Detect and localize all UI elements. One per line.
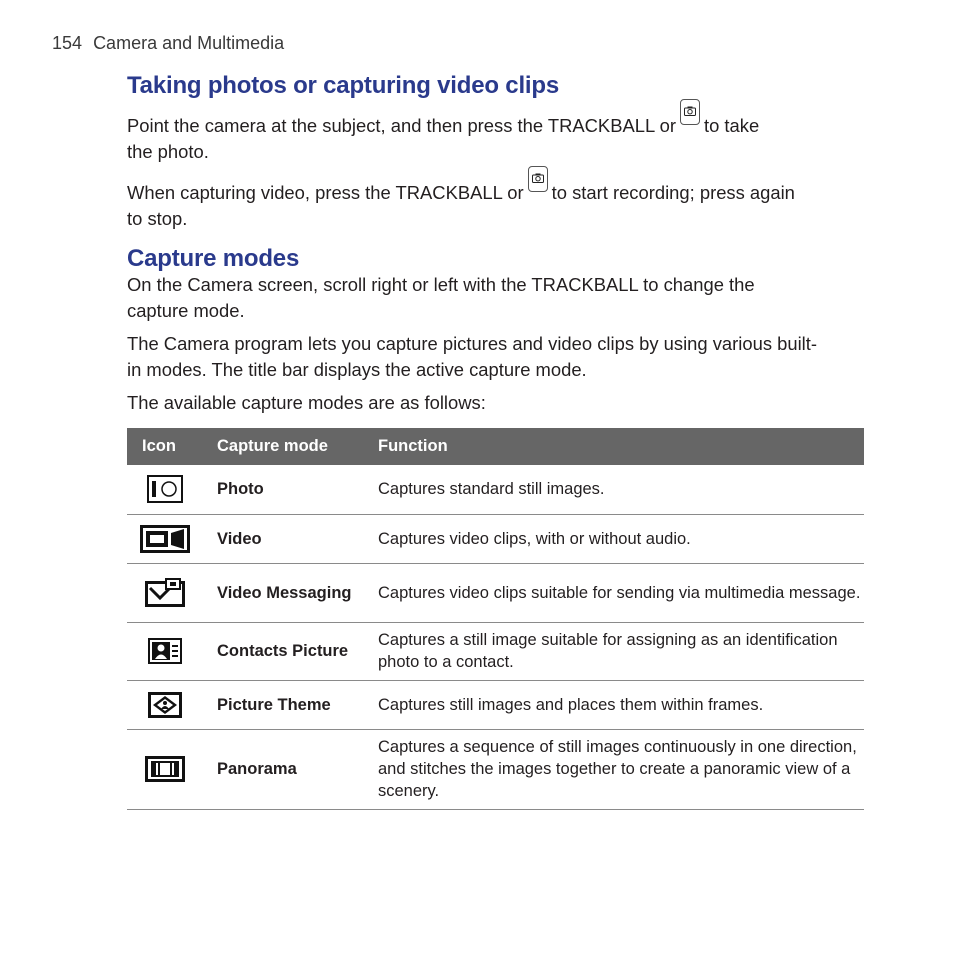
mode-name: Video Messaging — [202, 563, 363, 622]
page-number: 154 — [52, 33, 83, 53]
picture-theme-mode-icon — [147, 691, 183, 719]
paragraph-camera-program: The Camera program lets you capture pictures and video clips by using various built-in modes. The title bar displays the active capture mode. — [127, 333, 817, 380]
mode-function: Captures a sequence of still images continuously in one direction, and stitches the images together to create a panoramic view of a scenery. — [363, 729, 864, 809]
icon-cell — [127, 680, 202, 729]
paragraph-available-modes: The available capture modes are as follows: — [127, 392, 486, 413]
photo-mode-icon — [147, 475, 183, 503]
capture-modes-table — [127, 428, 864, 810]
icon-cell — [127, 465, 202, 514]
section-title-taking-photos: Taking photos or capturing video clips — [127, 72, 559, 99]
camera-button-icon — [528, 166, 548, 192]
table-row — [127, 514, 864, 563]
column-header-capture-mode: Capture mode — [202, 428, 363, 465]
video-mode-icon — [140, 525, 190, 553]
text-segment: Point the camera at the subject, and then press the TRACKBALL or — [127, 115, 676, 136]
mode-name: Video — [202, 514, 363, 563]
section-name: Camera and Multimedia — [93, 33, 285, 53]
mode-name: Contacts Picture — [202, 622, 363, 680]
text-segment: to stop. — [127, 208, 188, 229]
mode-name: Panorama — [202, 729, 363, 809]
paragraph-take-photo — [127, 108, 847, 165]
camera-button-icon — [680, 99, 700, 125]
mode-function: Captures standard still images. — [363, 465, 864, 514]
table-row — [127, 563, 864, 622]
icon-cell — [127, 622, 202, 680]
icon-cell — [127, 563, 202, 622]
table-header-row — [127, 428, 864, 465]
table-row — [127, 622, 864, 680]
text-segment: When capturing video, press the TRACKBALL or — [127, 182, 524, 203]
mode-function: Captures video clips suitable for sending via multimedia message. — [363, 563, 864, 622]
paragraph-scroll-modes: On the Camera screen, scroll right or left with the TRACKBALL to change the capture mode. — [127, 274, 755, 321]
table-row — [127, 729, 864, 809]
mode-name: Photo — [202, 465, 363, 514]
paragraph-capture-video — [127, 175, 847, 232]
contacts-picture-mode-icon — [147, 637, 183, 665]
text-segment: to start recording; press again — [551, 182, 795, 203]
mode-function: Captures still images and places them within frames. — [363, 680, 864, 729]
icon-cell — [127, 729, 202, 809]
icon-cell — [127, 514, 202, 563]
column-header-icon: Icon — [127, 428, 202, 465]
section-title-capture-modes: Capture modes — [127, 245, 300, 272]
mode-function: Captures a still image suitable for assigning as an identification photo to a contact. — [363, 622, 864, 680]
video-messaging-mode-icon — [144, 578, 186, 608]
mode-function: Captures video clips, with or without audio. — [363, 514, 864, 563]
table-row — [127, 465, 864, 514]
table-row — [127, 680, 864, 729]
text-segment: the photo. — [127, 141, 209, 162]
page-header — [52, 33, 284, 54]
column-header-function: Function — [363, 428, 864, 465]
text-segment: to take — [703, 115, 760, 136]
mode-name: Picture Theme — [202, 680, 363, 729]
panorama-mode-icon — [144, 755, 186, 783]
